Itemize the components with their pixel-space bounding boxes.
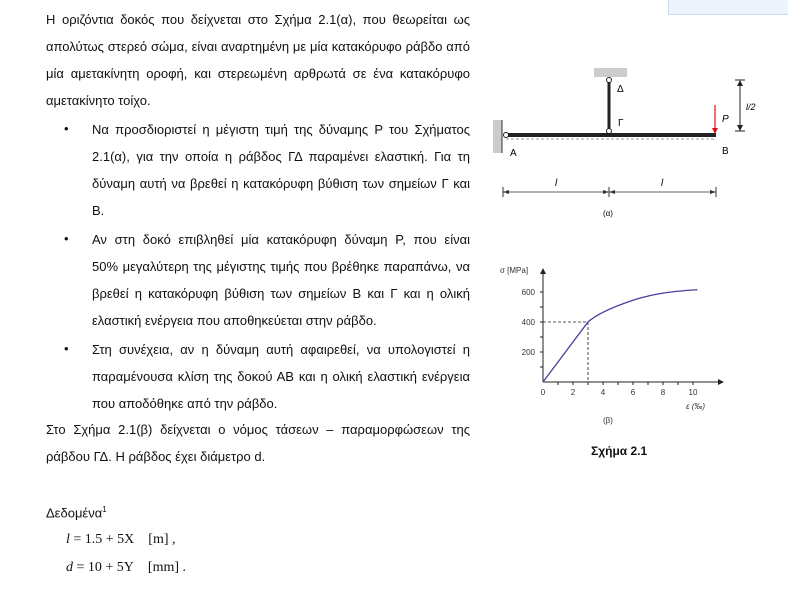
bullet-2-line: που αποδόθηκε από την ράβδο. [92,396,278,411]
outro-line: ράβδου ΓΔ. Η ράβδος έχει διάμετρο d. [46,449,266,464]
x-axis-arrow [718,379,724,385]
bullet-0-line: Να προσδιοριστεί η μέγιστη τιμή της δύναμης P του Σχήματος [92,122,470,137]
hinge-a [504,133,509,138]
equation-d: d = 10 + 5Y [mm] . [66,560,187,575]
wall [493,120,502,153]
ceiling [594,68,627,77]
bullet-0-line: Β. [92,203,105,218]
bullet-icon: • [64,341,69,356]
label-half-l: l/2 [746,102,756,112]
intro-line: απολύτως στερεό σώμα, είναι αναρτημένη με μία κατακόρυφο ράβδο από [46,39,470,54]
bullet-1-line: βρεθεί η κατακόρυφη βύθιση των σημείων Β και Γ και η ολική [92,286,470,301]
bullet-0-line: δύναμη αυτή να βρεθεί η κατακόρυφη βύθιση των σημείων Γ και [92,176,470,191]
outro-line: Στο Σχήμα 2.1(β) δείχνεται ο νόμος τάσεων – παραμορφώσεων της [46,422,470,437]
bullet-1-line: Αν στη δοκό επιβληθεί μία κατακόρυφη δύναμη P, που είναι [92,232,470,247]
data-heading: Δεδομένα$^1$ [46,505,107,521]
y-tick-label: 600 [521,288,535,297]
y-tick-label: 400 [521,318,535,327]
label-g: Γ [618,118,624,129]
caption-a: (α) [603,209,613,218]
bullet-0-line: 2.1(α), για την οποία η ράβδος ΓΔ παραμένει ελαστική. Για τη [92,149,470,164]
y-tick-label: 200 [521,348,535,357]
label-p: P [722,114,729,125]
bullet-icon: • [64,231,69,246]
hinge-d [607,78,612,83]
x-tick-label: 8 [660,388,666,397]
y-axis-label: σ [MPa] [500,266,529,275]
label-l1: l [555,178,558,189]
y-axis-arrow [540,268,546,274]
label-a: A [510,148,517,159]
stress-strain-curve [543,290,698,382]
label-d: Δ [617,84,624,95]
bullet-1-line: 50% μεγαλύτερη της μέγιστης τιμής που βρέθηκε παραπάνω, να [92,259,470,274]
figure-title: Σχήμα 2.1 [591,444,648,458]
caption-b: (β) [603,416,613,425]
hinge-g [607,129,612,134]
intro-line: Η οριζόντια δοκός που δείχνεται στο Σχήμα 2.1(α), που θεωρείται ως [46,12,470,27]
x-axis-label: ε (‰) [686,402,706,411]
label-b: B [722,146,729,157]
equation-l: l = 1.5 + 5X [m] , [66,532,176,547]
bullet-icon: • [64,121,69,136]
beam-ab [506,133,716,137]
x-tick-label: 10 [688,388,698,397]
bullet-2-line: Στη συνέχεια, αν η δύναμη αυτή αφαιρεθεί, να υπολογιστεί η [92,342,470,357]
intro-line: μία αμετακίνητη οροφή, και στερεωμένη αρθρωτά σε ένα κατακόρυφο [46,66,470,81]
intro-line: αμετακίνητο τοίχο. [46,93,151,108]
x-tick-label: 0 [540,388,546,397]
x-tick-label: 2 [570,388,576,397]
x-tick-label: 4 [600,388,606,397]
bullet-1-line: ελαστική ενέργεια που αποθηκεύεται στην ράβδο. [92,313,377,328]
x-tick-label: 6 [630,388,636,397]
stress-strain-chart [500,266,724,425]
bullet-2-line: παραμένουσα κλίση της δοκού ΑΒ και η ολική ελαστική ενέργεια [92,369,470,384]
label-l2: l [661,178,664,189]
